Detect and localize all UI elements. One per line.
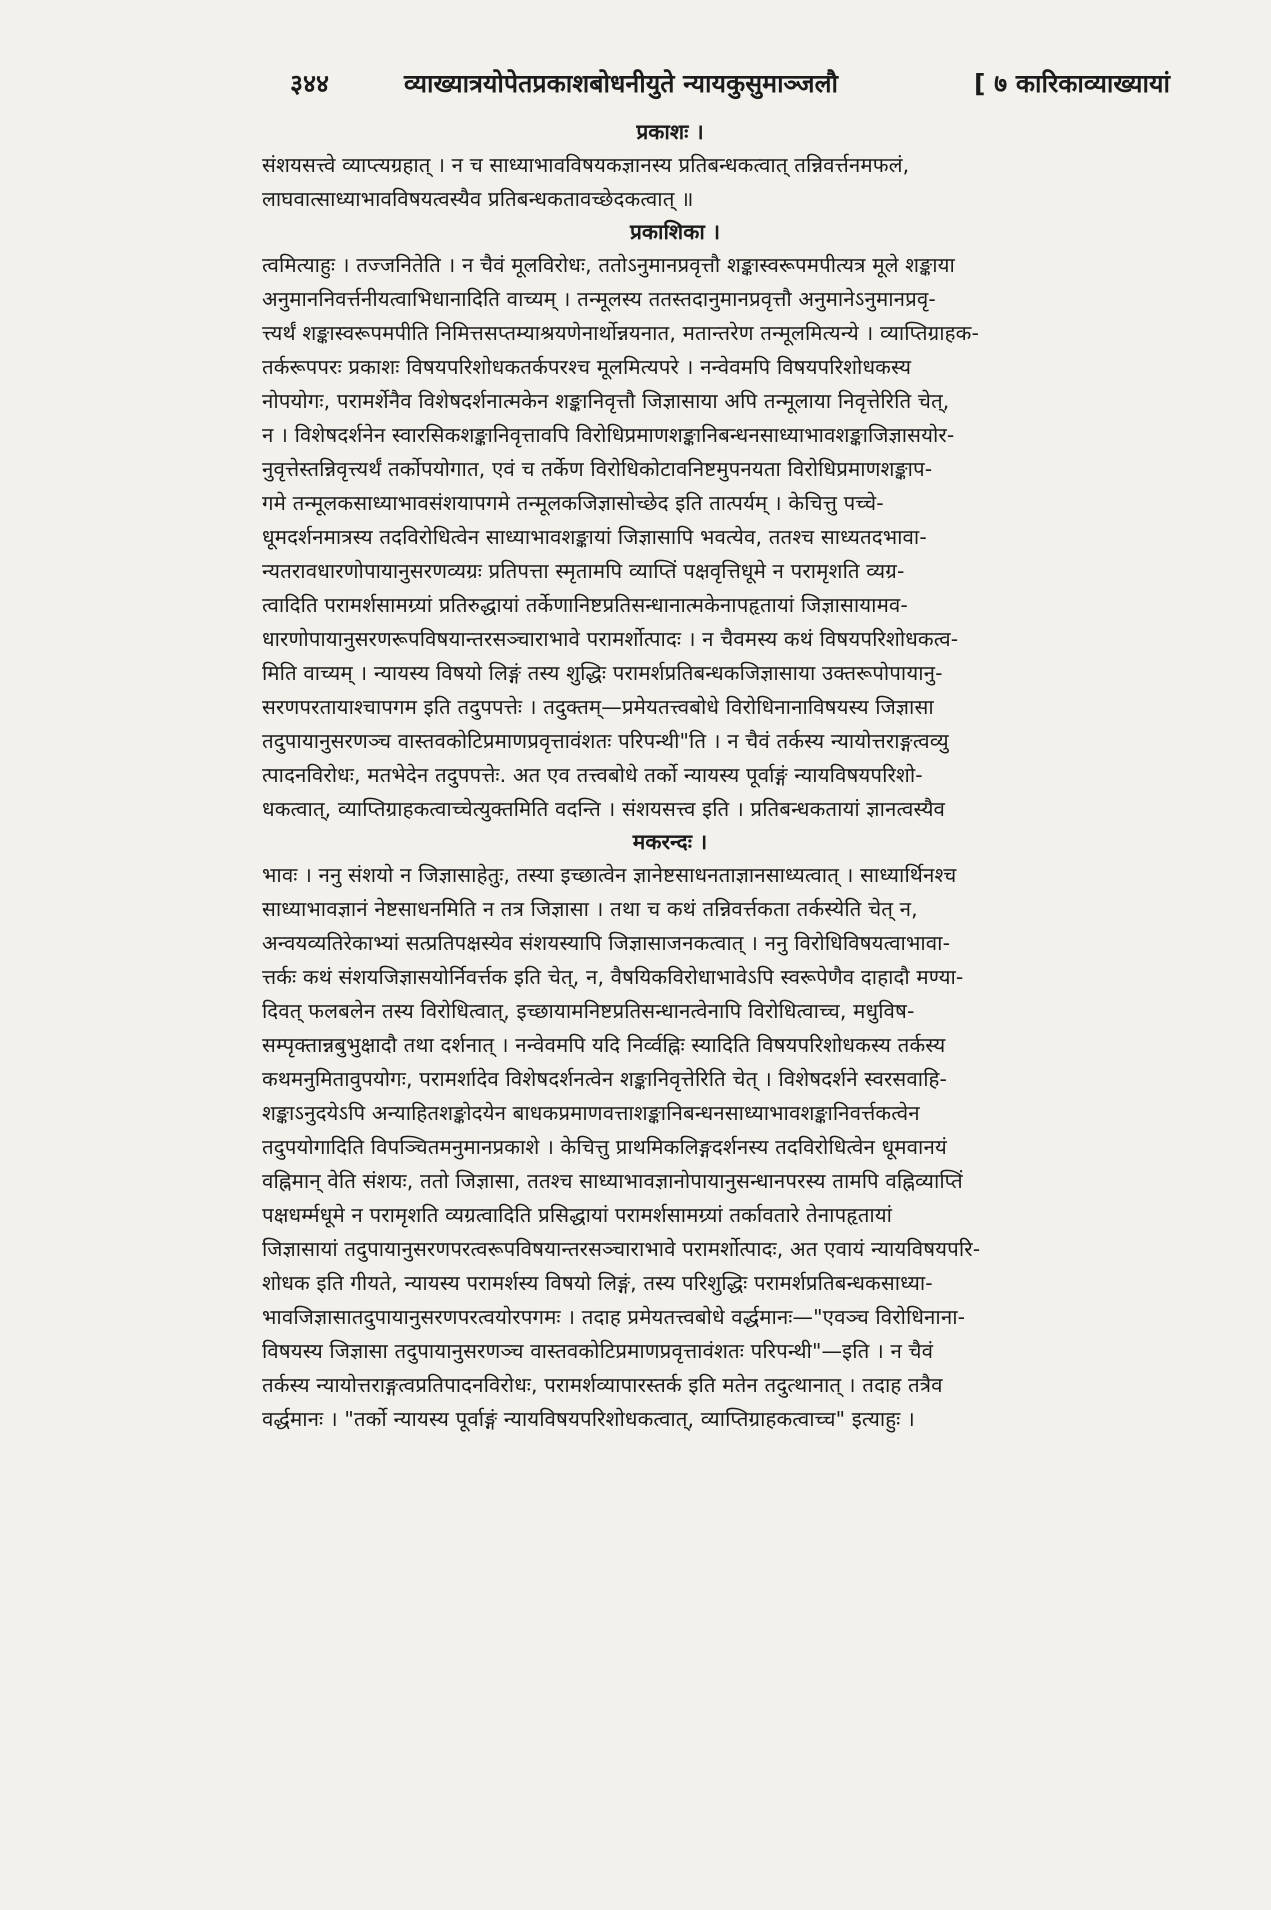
text-line: भावः । ननु संशयो न जिज्ञासाहेतुः, तस्या इच्छात्वेन ज्ञानेष्टसाधनताज्ञानसाध्यत्वात् । साध्यार्थिनश्च — [262, 863, 957, 887]
section-heading-prakasha: प्रकाशः । — [636, 120, 704, 144]
page-number: ३४४ — [290, 69, 330, 98]
text-line: पक्षधर्म्मधूमे न परामृशति व्यग्रत्वादिति प्रसिद्धायां परामर्शसामग्र्यां तर्कावतारे तेनापहृतायां — [262, 1203, 893, 1227]
text-line: न्यतरावधारणोपायानुसरणव्यग्रः प्रतिपत्ता स्मृतामपि व्याप्तिं पक्षवृत्तिधूमे न परामृशति व्यग्र- — [262, 559, 905, 583]
text-line: जिज्ञासायां तदुपायानुसरणपरत्वरूपविषयान्तरसञ्चाराभावे परामर्शोत्पादः, अत एवायं न्यायविषयपरि- — [262, 1237, 981, 1261]
running-header — [262, 58, 1212, 110]
text-line: अन्वयव्यतिरेकाभ्यां सत्प्रतिपक्षस्येव संशयस्यापि जिज्ञासाजनकत्वात् । ननु विरोधिविषयत्वाभावा- — [262, 931, 951, 955]
text-line: तदुपायानुसरणञ्च वास्तवकोटिप्रमाणप्रवृत्तावंशतः परिपन्थी"ति । न चैवं तर्कस्य न्यायोत्तराङ्गत्वव्यु — [262, 729, 949, 753]
text-line: शोधक इति गीयते, न्यायस्य परामर्शस्य विषयो लिङ्गं, तस्य परिशुद्धिः परामर्शप्रतिबन्धकसाध्या- — [262, 1271, 933, 1295]
text-line: तर्करूपपरः प्रकाशः विषयपरिशोधकतर्कपरश्च मूलमित्यपरे । नन्वेवमपि विषयपरिशोधकस्य — [262, 355, 912, 379]
text-line: सरणपरतायाश्चापगम इति तदुपपत्तेः । तदुक्तम्—प्रमेयतत्त्वबोधे विरोधिनानाविषयस्य जिज्ञासा — [262, 695, 934, 719]
text-line: न । विशेषदर्शनेन स्वारसिकशङ्कानिवृत्तावपि विरोधिप्रमाणशङ्कानिबन्धनसाध्याभावशङ्काजिज्ञासयोर- — [262, 423, 955, 447]
text-line: संशयसत्त्वे व्याप्त्यग्रहात् । न च साध्याभावविषयकज्ञानस्य प्रतिबन्धकत्वात् तन्निवर्त्तनमफलं, — [262, 153, 910, 177]
section-heading-makaranda: मकरन्दः । — [632, 830, 708, 854]
text-line: वह्निमान् वेति संशयः, ततो जिज्ञासा, ततश्च साध्याभावज्ञानोपायानुसन्धानपरस्य तामपि वह्निव्याप्तिं — [262, 1169, 963, 1193]
text-line: भावजिज्ञासातदुपायानुसरणपरत्वयोरपगमः । तदाह प्रमेयतत्त्वबोधे वर्द्धमानः—"एवञ्च विरोधिनाना- — [262, 1305, 966, 1329]
text-line: धूमदर्शनमात्रस्य तदविरोधित्वेन साध्याभावशङ्कायां जिज्ञासापि भवत्येव, ततश्च साध्यतदभावा- — [262, 525, 927, 549]
text-line: त्तर्कः कथं संशयजिज्ञासयोर्निवर्त्तक इति चेत्, न, वैषयिकविरोधाभावेऽपि स्वरूपेणैव दाहादौ मण्या- — [262, 965, 964, 989]
text-line: त्पादनविरोधः, मतभेदेन तदुपपत्तेः. अत एव तत्त्वबोधे तर्को न्यायस्य पूर्वाङ्गं न्यायविषयपरिशो- — [262, 763, 923, 787]
text-line: त्वमित्याहुः । तज्जनितेति । न चैवं मूलविरोधः, ततोऽनुमानप्रवृत्तौ शङ्कास्वरूपमपीत्यत्र मूले शङ्काया — [262, 253, 955, 277]
text-line: लाघवात्साध्याभावविषयत्वस्यैव प्रतिबन्धकतावच्छेदकत्वात् ॥ — [262, 187, 694, 211]
running-title: व्याख्यात्रयोपेतप्रकाशबोधनीयुते न्यायकुसुमाञ्जलौ — [404, 69, 839, 98]
text-line: साध्याभावज्ञानं नेष्टसाधनमिति न तत्र जिज्ञासा । तथा च कथं तन्निवर्त्तकता तर्कस्येति चेत् न, — [262, 897, 918, 921]
text-line: तदुपयोगादिति विपञ्चितमनुमानप्रकाशे । केचित्तु प्राथमिकलिङ्गदर्शनस्य तदविरोधित्वेन धूमवानयं — [262, 1135, 947, 1159]
text-line: धकत्वात्, व्याप्तिग्राहकत्वाच्चेत्युक्तमिति वदन्ति । संशयसत्त्व इति । प्रतिबन्धकतायां ज्ञानत्वस्यैव — [262, 797, 946, 821]
text-line: धारणोपायानुसरणरूपविषयान्तरसञ्चाराभावे परामर्शोत्पादः । न चैवमस्य कथं विषयपरिशोधकत्व- — [262, 627, 959, 651]
text-line: शङ्काऽनुदयेऽपि अन्याहितशङ्कोदयेन बाधकप्रमाणवत्ताशङ्कानिबन्धनसाध्याभावशङ्कानिवर्त्तकत्वेन — [262, 1101, 920, 1125]
text-line: नोपयोगः, परामर्शेनैव विशेषदर्शनात्मकेन शङ्कानिवृत्तौ जिज्ञासाया अपि तन्मूलाया निवृत्तेरिति चेत्, — [262, 389, 950, 413]
text-line: अनुमाननिवर्त्तनीयत्वाभिधानादिति वाच्यम् । तन्मूलस्य ततस्तदानुमानप्रवृत्तौ अनुमानेऽनुमानप्रवृ- — [262, 287, 936, 311]
text-line: तर्कस्य न्यायोत्तराङ्गत्वप्रतिपादनविरोधः, परामर्शव्यापारस्तर्क इति मतेन तदुत्थानात् । तदाह तत्रैव — [262, 1373, 943, 1397]
text-line: सम्पृक्तान्नबुभुक्षादौ तथा दर्शनात् । नन्वेवमपि यदि निर्व्वह्निः स्यादिति विषयपरिशोधकस्य तर्कस्य — [262, 1033, 946, 1057]
text-line: त्त्यर्थं शङ्कास्वरूपमपीति निमित्तसप्तम्याश्रयणेनार्थोन्नयनात, मतान्तरेण तन्मूलमित्यन्ये । व्याप्तिग्राहक- — [262, 321, 979, 345]
text-line: दिवत् फलबलेन तस्य विरोधित्वात्, इच्छायामनिष्टप्रतिसन्धानत्वेनापि विरोधित्वाच्च, मधुविष- — [262, 999, 915, 1023]
section-reference: [ ७ कारिकाव्याख्यायां — [974, 69, 1170, 98]
text-line: मिति वाच्यम् । न्यायस्य विषयो लिङ्गं तस्य शुद्धिः परामर्शप्रतिबन्धकजिज्ञासाया उक्तरूपोपायानु- — [262, 661, 943, 685]
text-line: विषयस्य जिज्ञासा तदुपायानुसरणञ्च वास्तवकोटिप्रमाणप्रवृत्तावंशतः परिपन्थी"—इति । न चैवं — [262, 1339, 934, 1363]
section-heading-prakashika: प्रकाशिका । — [629, 220, 721, 244]
text-line: वर्द्धमानः । "तर्को न्यायस्य पूर्वाङ्गं न्यायविषयपरिशोधकत्वात्, व्याप्तिग्राहकत्वाच्च" इत्याहुः । — [262, 1407, 915, 1431]
text-line: त्वादिति परामर्शसामग्र्यां प्रतिरुद्धायां तर्केणानिष्टप्रतिसन्धानात्मकेनापहृतायां जिज्ञासायामव- — [262, 593, 908, 617]
text-line: कथमनुमितावुपयोगः, परामर्शादेव विशेषदर्शनत्वेन शङ्कानिवृत्तेरिति चेत् । विशेषदर्शने स्वरसवाहि- — [262, 1067, 947, 1091]
text-line: गमे तन्मूलकसाध्याभावसंशयापगमे तन्मूलकजिज्ञासोच्छेद इति तात्पर्यम् । केचित्तु पच्चे- — [262, 491, 884, 515]
text-line: नुवृत्तेस्तन्निवृत्त्यर्थं तर्कोपयोगात, एवं च तर्केण विरोधिकोटावनिष्टमुपनयता विरोधिप्रमाणशङ्काप- — [262, 457, 933, 481]
